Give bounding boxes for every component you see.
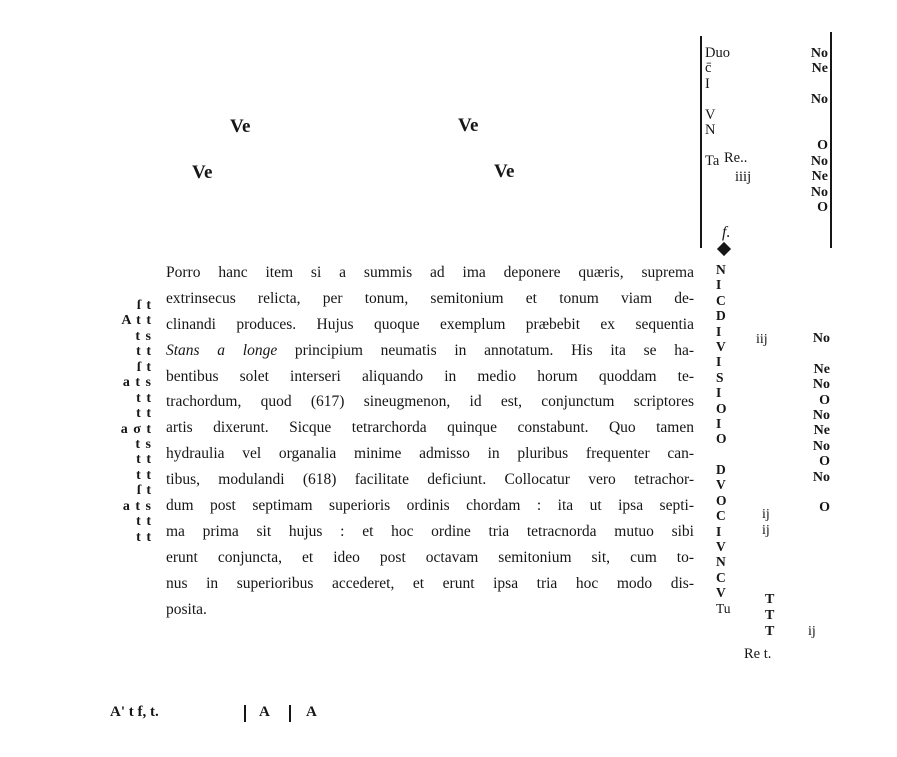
margin-row: t t	[136, 529, 152, 545]
margin-notation	[96, 298, 152, 545]
top-table-cell	[806, 108, 828, 123]
far-cell: Ne	[813, 423, 830, 439]
f-mark: f.	[722, 224, 731, 241]
top-table-cell	[806, 77, 828, 92]
line-rest: principium neumatis in annotatum. His ita se ha-	[277, 341, 694, 359]
margin-row: a t s	[122, 498, 152, 514]
bottom-rule-2	[289, 705, 291, 722]
margin-row: t t	[136, 452, 152, 468]
top-table-mid-2: iiij	[735, 169, 752, 185]
margin-row: t t	[136, 406, 152, 422]
far-cell	[806, 485, 830, 500]
far-cell	[806, 346, 830, 361]
paragraph-line: tibus, modulandi (618) facilitate deficiunt. Collocatur vero tetrachor-	[166, 471, 694, 489]
top-table-cell: O	[817, 138, 828, 154]
far-ij: ij	[808, 624, 816, 639]
top-table-cell: Ne	[811, 169, 828, 185]
paragraph-line: hydraulia vel organalia minime admisso in pluribus frequenter can-	[166, 445, 694, 463]
vertical-letter: V	[716, 585, 726, 601]
margin-row: ſ t	[136, 298, 152, 313]
top-table-cell: No	[810, 153, 828, 169]
vertical-letter	[716, 447, 731, 462]
right-far-col	[806, 331, 830, 516]
margin-row: t t	[136, 390, 152, 406]
paragraph-line: artis dixerunt. Sicque tetrarchorda quinque constabunt. Quo tamen	[166, 419, 694, 437]
margin-row: t t	[136, 514, 152, 530]
vertical-letter: D	[716, 308, 726, 324]
paragraph-line-italic	[166, 338, 694, 364]
vertical-letter: N	[716, 554, 726, 570]
margin-row: ſ t	[136, 483, 152, 499]
paragraph-line: bentibus solet interseri aliquando in medio horum quoddam te-	[166, 367, 694, 385]
paragraph-line: extrinsecus relicta, per tonum, semitonium et tonum viam de-	[166, 289, 694, 307]
paragraph-line: ma prima sit hujus : et hoc ordine tria tetracnorda mutuo sibi	[166, 522, 694, 540]
ve-label-4: Ve	[494, 161, 515, 182]
margin-row: t s	[135, 328, 152, 344]
margin-row: a t s	[122, 375, 152, 391]
mid-t-3: T	[765, 624, 775, 639]
vertical-letter: I	[716, 323, 722, 339]
margin-row: t t	[136, 467, 152, 483]
top-table-cell: O	[817, 199, 828, 215]
top-table-mid-1: Re..	[724, 150, 748, 166]
top-table-cell: Duo	[705, 45, 730, 61]
bottom-rule-1	[244, 705, 246, 722]
bottom-a-1: A	[259, 704, 270, 720]
top-table-cell: N	[705, 121, 716, 138]
paragraph-line: posita.	[166, 600, 207, 618]
paragraph-line: erunt conjuncta, et ideo post octavam semitonium sit, cum to-	[166, 548, 694, 566]
vertical-letter: V	[716, 539, 726, 555]
vertical-letter: O	[716, 400, 727, 416]
far-cell: No	[812, 407, 830, 423]
diamond-icon	[717, 242, 731, 256]
far-cell: No	[812, 438, 830, 454]
mid-iij: iij	[756, 332, 768, 347]
right-vertical-letters	[716, 262, 731, 616]
far-cell: O	[819, 500, 830, 516]
vertical-letter: Tu	[716, 600, 731, 616]
paragraph-line: dum post septimam superioris ordinis chordam : ita ut ipsa septi-	[166, 497, 694, 515]
bottom-notation: A' t f, t.	[110, 704, 159, 720]
margin-row: ſ t	[136, 359, 152, 375]
top-table-right-col	[806, 46, 828, 215]
top-table-cell: V	[705, 106, 716, 123]
vertical-letter: V	[716, 338, 726, 354]
mid-ij-2: ij	[762, 523, 770, 538]
vertical-letter: D	[716, 462, 726, 478]
vertical-letter: I	[716, 354, 722, 370]
vertical-letter: C	[716, 508, 726, 524]
vertical-letter: I	[716, 385, 722, 401]
top-table-cell: Ne	[811, 61, 828, 77]
top-table-cell: No	[810, 184, 828, 200]
table-rule-left	[700, 36, 702, 248]
top-table-cell: No	[810, 46, 828, 61]
vertical-letter: I	[716, 415, 722, 431]
mid-t-2: T	[765, 608, 775, 623]
table-rule-right	[830, 32, 832, 248]
mid-ij-1: ij	[762, 507, 770, 522]
paragraph-line: trachordum, quod (617) sineugmenon, id est, conjunctum scriptores	[166, 393, 694, 411]
ve-label-1: Ve	[230, 116, 251, 137]
margin-row: t s	[135, 436, 152, 452]
paragraph-line: nus in superioribus accederet, et erunt ipsa tria hoc modo dis-	[166, 574, 694, 592]
top-table-cell	[806, 123, 828, 138]
vertical-letter: I	[716, 277, 722, 293]
vertical-letter: V	[716, 477, 726, 493]
top-table-cell	[705, 92, 730, 107]
ve-label-2: Ve	[458, 115, 479, 136]
bottom-a-2: A	[306, 704, 317, 720]
paragraph-line: Porro hanc item si a summis ad ima deponere quæris, suprema	[166, 264, 694, 281]
italic-phrase: Stans a longe	[166, 341, 278, 359]
vertical-letter: C	[716, 569, 726, 585]
vertical-letter: O	[716, 431, 727, 447]
margin-row: A t t	[121, 313, 152, 329]
top-table-cell: No	[810, 92, 828, 108]
ve-label-3: Ve	[192, 162, 213, 183]
body-paragraph	[166, 260, 694, 622]
top-table-cell: I	[705, 75, 710, 92]
far-cell: No	[812, 331, 830, 346]
top-table-cell: Ta	[705, 152, 720, 169]
margin-row: a σ t	[120, 421, 152, 437]
far-cell: No	[812, 469, 830, 485]
margin-row: t t	[136, 344, 152, 360]
top-table-cell: c̄	[705, 60, 712, 77]
paragraph-line: clinandi produces. Hujus quoque exemplum præbebit ex sequentia	[166, 315, 694, 333]
vertical-letter: S	[716, 369, 724, 385]
mid-re-t: Re t.	[744, 646, 772, 662]
far-cell: No	[812, 377, 830, 393]
far-cell: Ne	[813, 361, 830, 377]
far-cell: O	[819, 454, 830, 470]
vertical-letter: I	[716, 523, 722, 539]
vertical-letter: N	[716, 262, 726, 277]
vertical-letter: O	[716, 492, 727, 508]
far-cell: O	[819, 392, 830, 408]
vertical-letter: C	[716, 292, 726, 308]
mid-t-1: T	[765, 592, 775, 607]
